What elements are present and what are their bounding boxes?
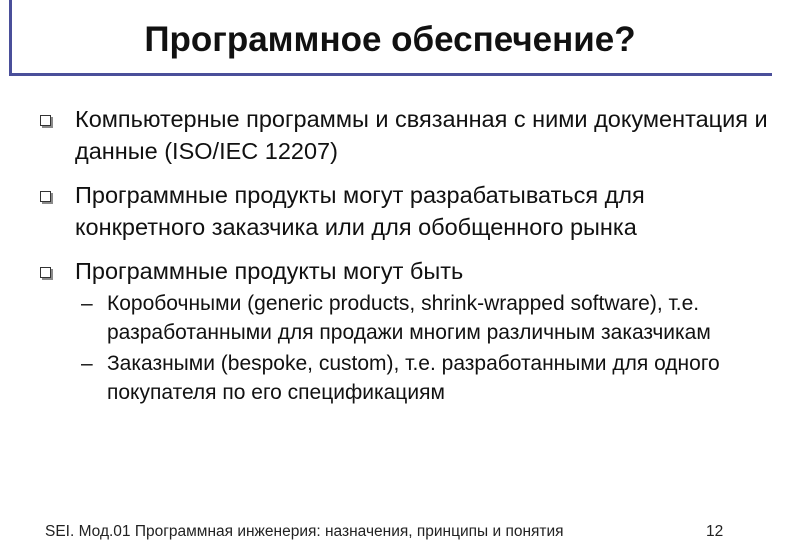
sub-bullet-text: Коробочными (generic products, shrink-wrapped software), т.е. разработанными для продажи многим различным заказчикам [107,292,711,344]
bullet-item [37,255,777,287]
bullet-item [37,179,777,243]
dash-bullet-icon: – [81,352,93,375]
title-rule-bottom [9,73,772,76]
bullet-text: Программные продукты могут быть [75,258,464,284]
bullet-text: Программные продукты могут разрабатываться для конкретного заказчика или для обобщенного рынка [75,182,645,240]
sub-bullet-item [37,289,777,347]
footer-text: SEI. Мод.01 Программная инженерия: назначения, принципы и понятия [45,523,564,540]
square-bullet-icon [40,191,51,202]
dash-bullet-icon: – [81,292,93,315]
square-bullet-icon [40,115,51,126]
page-number: 12 [706,523,724,540]
bullet-text: Компьютерные программы и связанная с ними документация и данные (ISO/IEC 12207) [75,106,768,164]
square-bullet-icon [40,267,51,278]
bullet-item [37,103,777,167]
slide-title: Программное обеспечение? [144,20,636,59]
slide-content [37,103,777,407]
sub-bullet-text: Заказными (bespoke, custom), т.е. разработанными для одного покупателя по его спецификациям [107,352,720,404]
sub-bullet-item [37,349,777,407]
